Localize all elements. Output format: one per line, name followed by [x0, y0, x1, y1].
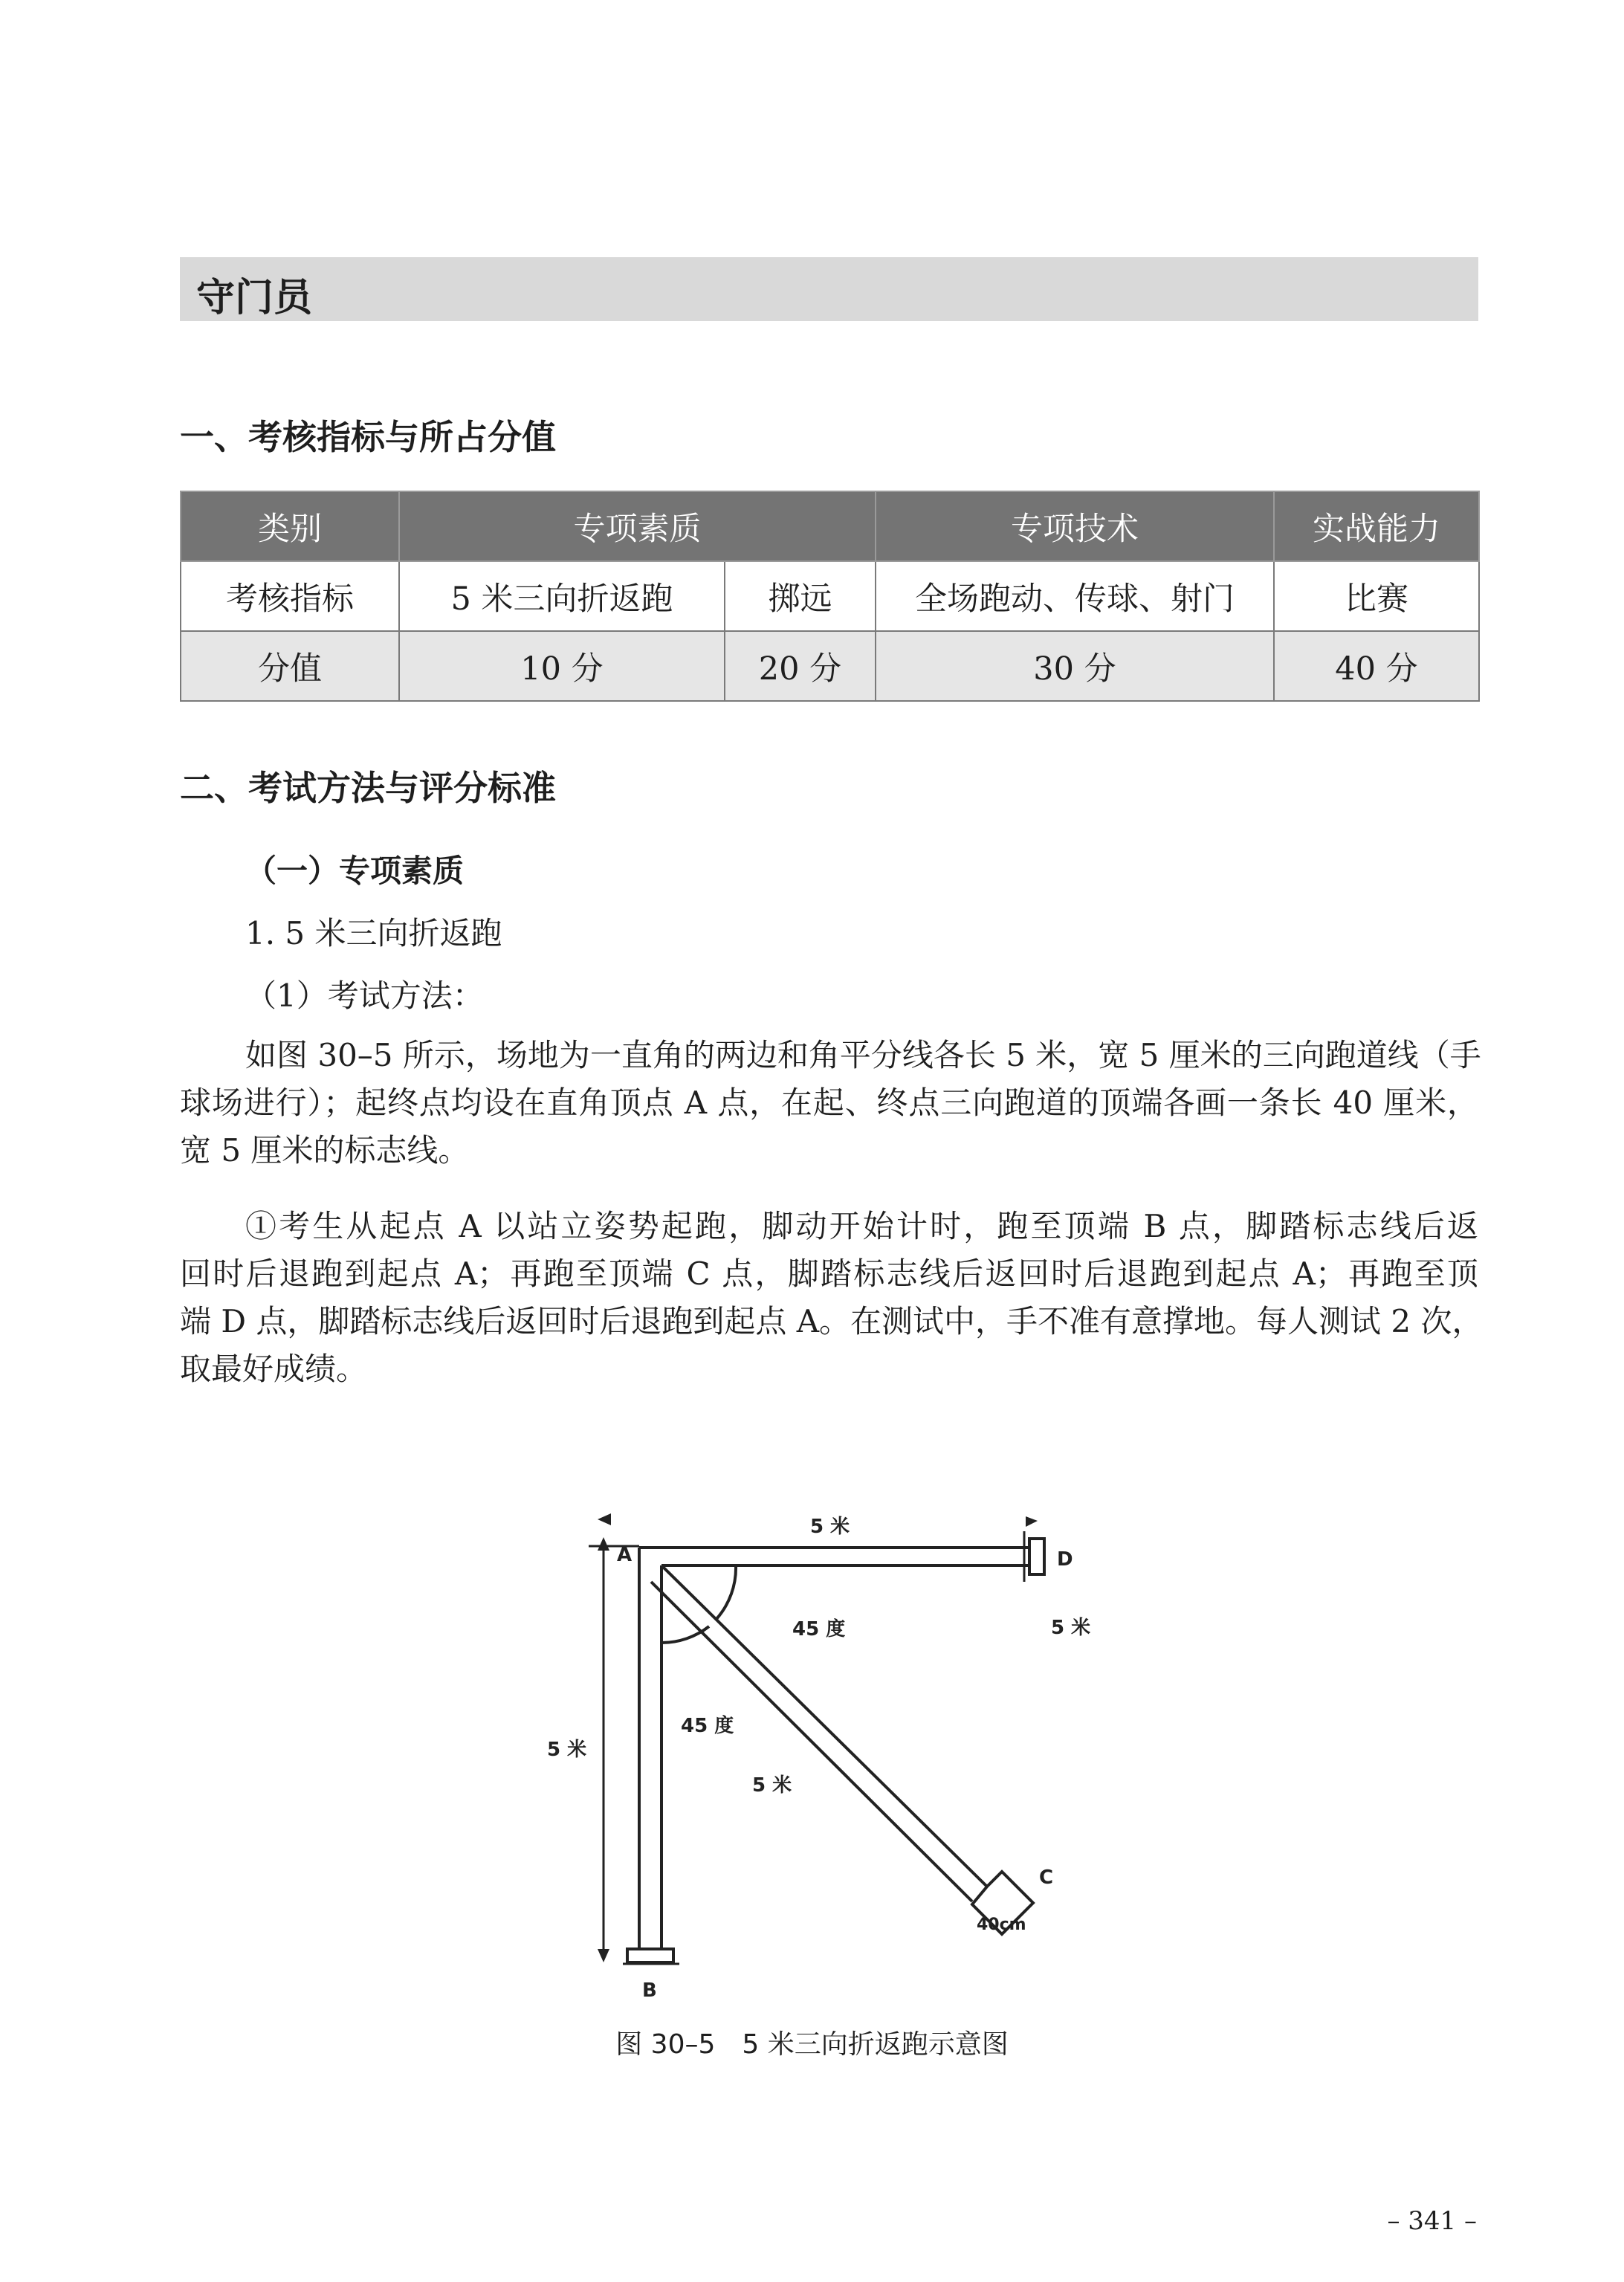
- table-cell: 掷远: [725, 561, 876, 631]
- angle-arc-lower: [661, 1626, 709, 1643]
- marker-b: [627, 1949, 673, 1962]
- shuttle-run-diagram: [543, 1494, 1107, 2000]
- table-cell: 考核指标: [181, 561, 399, 631]
- table-row: [181, 561, 1479, 631]
- text-line: 端 D 点，脚踏标志线后返回时后退跑到起点 A。在测试中，手不准有意撑地。每人测试 2 次，: [180, 1303, 1484, 1339]
- table-cell: 5 米三向折返跑: [399, 561, 725, 631]
- label-a: A: [617, 1544, 633, 1566]
- table-cell: 比赛: [1274, 561, 1479, 631]
- table-row: [181, 631, 1479, 701]
- paragraph-procedure: [180, 1203, 1484, 1393]
- text-line: 回时后退跑到起点 A；再跑至顶端 C 点，脚踏标志线后返回时后退跑到起点 A；再跑至顶: [180, 1255, 1478, 1292]
- label-d: D: [1057, 1548, 1073, 1571]
- figure-caption: 图 30–5 5 米三向折返跑示意图: [615, 2029, 1009, 2060]
- dim-arrow-down-icon: [598, 1949, 609, 1962]
- flag-icon: [1026, 1516, 1038, 1527]
- subheading-test-method: （1）考试方法：: [245, 977, 484, 1014]
- text-line: 取最好成绩。: [180, 1351, 368, 1387]
- table-cell: 全场跑动、传球、射门: [876, 561, 1274, 631]
- marker-d: [1029, 1539, 1044, 1574]
- table-cell: 20 分: [725, 631, 876, 701]
- section-banner: [180, 257, 1478, 321]
- text-line: ①考生从起点 A 以站立姿势起跑，脚动开始计时，跑至顶端 B 点，脚踏标志线后返: [245, 1208, 1478, 1244]
- angle-arc-upper: [716, 1565, 736, 1619]
- table-cell: 30 分: [876, 631, 1274, 701]
- label-40cm: 40cm: [977, 1916, 1026, 1934]
- text-line: 球场进行）；起终点均设在直角顶点 A 点，在起、终点三向跑道的顶端各画一条长 40 厘米，: [180, 1085, 1478, 1121]
- subheading-special-quality: （一）专项素质: [245, 853, 465, 889]
- table-cell: 实战能力: [1274, 491, 1479, 561]
- table-cell: 分值: [181, 631, 399, 701]
- text-line: 宽 5 厘米的标志线。: [180, 1132, 470, 1169]
- dim-arrow-up-icon: [598, 1537, 609, 1551]
- label-5m-left: 5 米: [547, 1739, 587, 1761]
- text-line: 如图 30–5 所示，场地为一直角的两边和角平分线各长 5 米，宽 5 厘米的三向跑道线（手: [245, 1037, 1481, 1073]
- label-c: C: [1039, 1866, 1054, 1889]
- paragraph-field: [180, 1032, 1481, 1174]
- label-5m-top: 5 米: [810, 1516, 850, 1538]
- section-title: 守门员: [196, 276, 313, 320]
- label-45-upper: 45 度: [792, 1618, 846, 1641]
- label-45-lower: 45 度: [681, 1715, 734, 1737]
- heading-methods: 二、考试方法与评分标准: [180, 768, 556, 808]
- table-cell: 专项技术: [876, 491, 1274, 561]
- table-header-row: [181, 491, 1479, 561]
- table-cell: 专项素质: [399, 491, 876, 561]
- start-arrow-icon: [598, 1513, 611, 1525]
- score-table: [180, 491, 1480, 702]
- heading-assessment: 一、考核指标与所占分值: [180, 417, 556, 457]
- label-5m-right: 5 米: [1051, 1617, 1091, 1639]
- table-cell: 10 分: [399, 631, 725, 701]
- table-cell: 40 分: [1274, 631, 1479, 701]
- page-number: – 341 –: [1387, 2206, 1477, 2236]
- label-5m-diag: 5 米: [752, 1774, 792, 1797]
- table-cell: 类别: [181, 491, 399, 561]
- label-b: B: [642, 1979, 657, 2000]
- subheading-shuttle-run: 1. 5 米三向折返跑: [245, 915, 502, 951]
